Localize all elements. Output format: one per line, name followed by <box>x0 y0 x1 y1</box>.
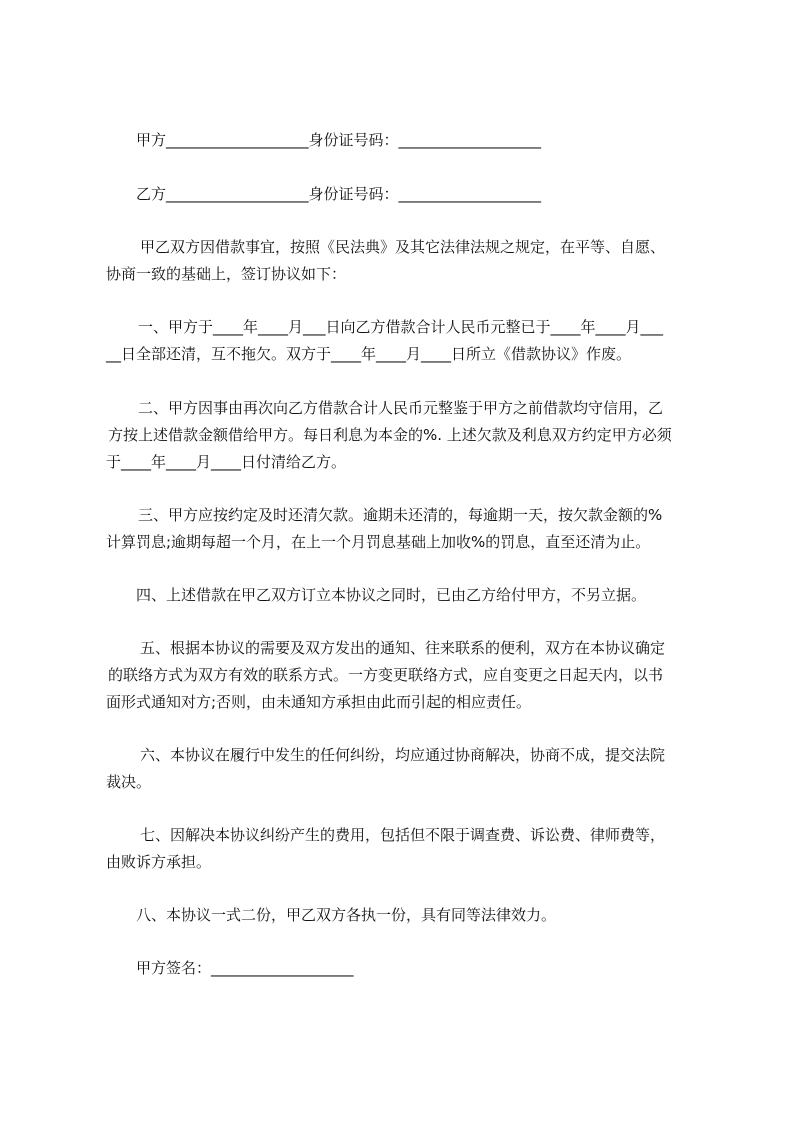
clause-3-line-1: 三、甲方应按约定及时还清欠款。逾期未还清的，每逾期一天，按欠款金额的% <box>138 506 663 524</box>
clause-3-line-2: 计算罚息;逾期每超一个月，在上一个月罚息基础上加收%的罚息，直至还清为止。 <box>106 533 651 551</box>
clause-2-line-1: 二、甲方因事由再次向乙方借款合计人民币元整鉴于甲方之前借款均守信用，乙 <box>138 399 664 417</box>
clause-2-line-2: 方按上述借款金额借给甲方。每日利息为本金的%. 上述欠款及利息双方约定甲方必须 <box>108 426 672 444</box>
clause-7-line-1: 七、因解决本协议纠纷产生的费用，包括但不限于调查费、诉讼费、律师费等， <box>140 826 666 844</box>
signature-line: 甲方签名：___________________ <box>136 959 354 977</box>
clause-5-line-1: 五、根据本协议的需要及双方发出的通知、往来联系的便利，双方在本协议确定 <box>140 639 666 657</box>
clause-5-line-2: 的联络方式为双方有效的联系方式。一方变更联络方式，应自变更之日起天内，以书 <box>108 666 664 684</box>
clause-5-line-3: 面形式通知对方;否则，由未通知方承担由此而引起的相应责任。 <box>106 693 532 711</box>
clause-2-line-3: 于____年____月____日付清给乙方。 <box>106 453 347 471</box>
party-a-line: 甲方___________________身份证号码：___________________ <box>136 131 542 149</box>
intro-line-2: 协商一致的基础上，签订协议如下： <box>106 265 347 283</box>
clause-4-line-1: 四、上述借款在甲乙双方订立本协议之同时，已由乙方给付甲方，不另立据。 <box>136 586 647 604</box>
clause-7-line-2: 由败诉方承担。 <box>106 853 212 871</box>
clause-1-line-1: 一、甲方于____年____月___日向乙方借款合计人民币元整已于____年____月___ <box>138 318 664 336</box>
clause-8-line-1: 八、本协议一式二份，甲乙双方各执一份，具有同等法律效力。 <box>136 906 557 924</box>
party-b-line: 乙方___________________身份证号码：___________________ <box>136 185 542 203</box>
clause-6-line-2: 裁决。 <box>106 773 152 791</box>
intro-line-1: 甲乙双方因借款事宜，按照《民法典》及其它法律法规之规定，在平等、自愿、 <box>140 238 666 256</box>
clause-1-line-2: __日全部还清，互不拖欠。双方于____年____月____日所立《借款协议》作废。 <box>106 345 632 363</box>
clause-6-line-1: 六、本协议在履行中发生的任何纠纷，均应通过协商解决，协商不成，提交法院 <box>140 746 666 764</box>
